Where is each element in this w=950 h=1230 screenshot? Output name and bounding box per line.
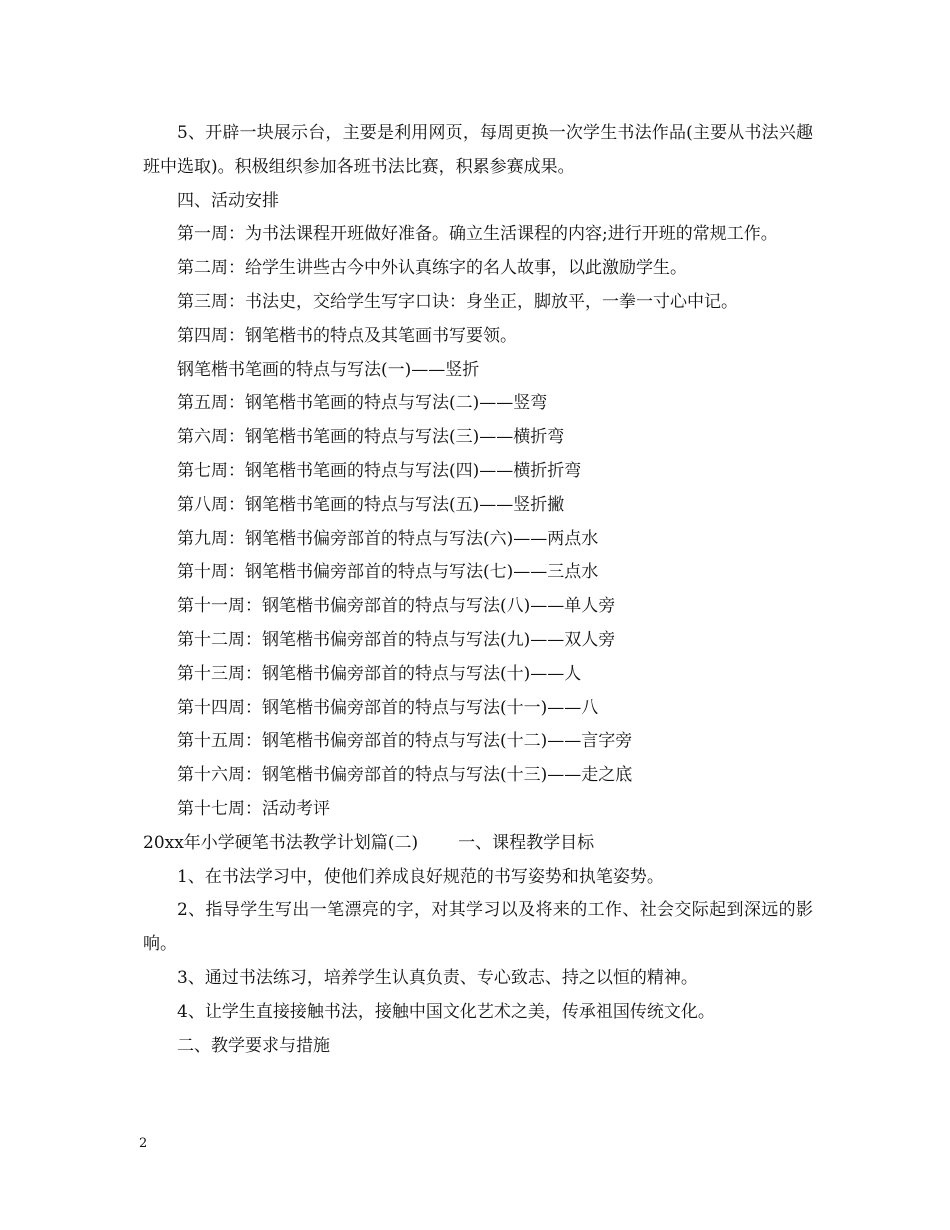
schedule-week-13: 第十三周：钢笔楷书偏旁部首的特点与写法(十)——人: [177, 663, 582, 684]
schedule-week-15: 第十五周：钢笔楷书偏旁部首的特点与写法(十二)——言字旁: [177, 731, 633, 752]
paragraph-display-board: 5、开辟一块展示台，主要是利用网页，每周更换一次学生书法作品(主要从书法兴趣班中选取)。积极组织参加各班书法比赛，积累参赛成果。: [143, 123, 813, 177]
document-body: [143, 117, 813, 1063]
schedule-week-4-detail: 钢笔楷书笔画的特点与写法(一)——竖折: [177, 359, 480, 380]
schedule-week-1: 第一周：为书法课程开班做好准备。确立生活课程的内容;进行开班的常规工作。: [177, 224, 778, 245]
schedule-week-5: 第五周：钢笔楷书笔画的特点与写法(二)——竖弯: [177, 393, 548, 414]
schedule-week-10: 第十周：钢笔楷书偏旁部首的特点与写法(七)——三点水: [177, 562, 599, 583]
schedule-week-14: 第十四周：钢笔楷书偏旁部首的特点与写法(十一)——八: [177, 697, 599, 718]
heading-teaching-requirements: 二、教学要求与措施: [177, 1035, 330, 1056]
goal-1: 1、在书法学习中，使他们养成良好规范的书写姿势和执笔姿势。: [177, 866, 664, 887]
schedule-week-17: 第十七周：活动考评: [177, 798, 330, 819]
schedule-week-9: 第九周：钢笔楷书偏旁部首的特点与写法(六)——两点水: [177, 528, 599, 549]
schedule-week-3: 第三周：书法史，交给学生写字口诀：身坐正，脚放平，一拳一寸心中记。: [177, 291, 738, 312]
goal-3: 3、通过书法练习，培养学生认真负责、专心致志、持之以恒的精神。: [177, 967, 698, 988]
schedule-week-8: 第八周：钢笔楷书笔画的特点与写法(五)——竖折撇: [177, 494, 565, 515]
schedule-week-2: 第二周：给学生讲些古今中外认真练字的名人故事，以此激励学生。: [177, 258, 687, 279]
section-subtitle: 一、课程教学目标: [458, 832, 595, 853]
goal-4: 4、让学生直接接触书法，接触中国文化艺术之美，传承祖国传统文化。: [177, 1001, 715, 1022]
schedule-week-11: 第十一周：钢笔楷书偏旁部首的特点与写法(八)——单人旁: [177, 596, 616, 617]
goal-2: 2、指导学生写出一笔漂亮的字，对其学习以及将来的工作、社会交际起到深远的影响。: [143, 900, 813, 955]
schedule-week-12: 第十二周：钢笔楷书偏旁部首的特点与写法(九)——双人旁: [177, 629, 616, 650]
section-title: 20xx年小学硬笔书法教学计划篇(二): [143, 832, 419, 853]
schedule-week-16: 第十六周：钢笔楷书偏旁部首的特点与写法(十三)——走之底: [177, 765, 633, 786]
page-number: 2: [139, 1136, 148, 1151]
section-heading: [143, 827, 813, 861]
schedule-week-7: 第七周：钢笔楷书笔画的特点与写法(四)——横折折弯: [177, 460, 582, 481]
schedule-week-4: 第四周：钢笔楷书的特点及其笔画书写要领。: [177, 325, 517, 346]
heading-activity-schedule: 四、活动安排: [177, 190, 279, 211]
schedule-week-6: 第六周：钢笔楷书笔画的特点与写法(三)——横折弯: [177, 427, 565, 448]
